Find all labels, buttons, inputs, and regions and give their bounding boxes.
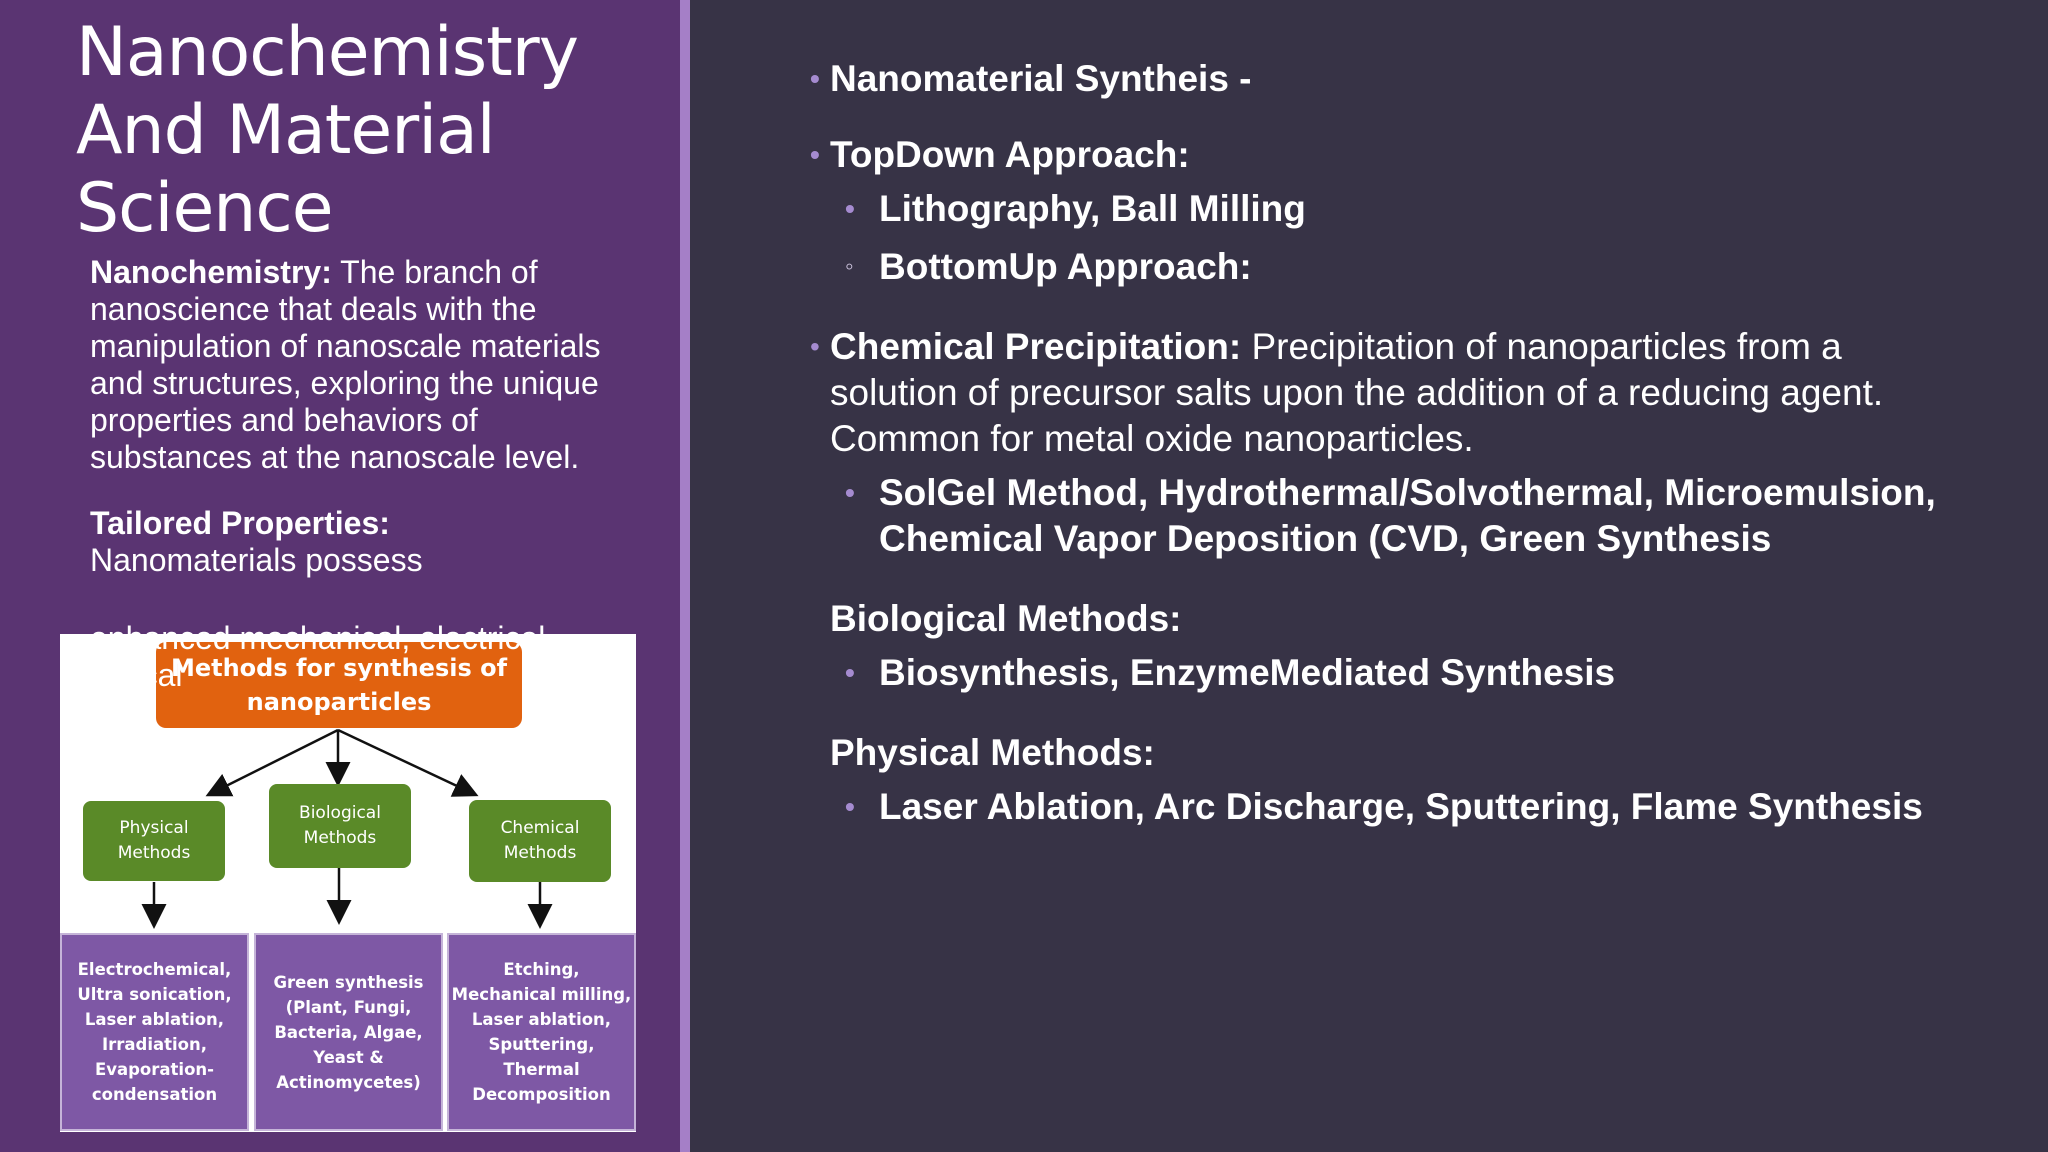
chemical-methods-node: Chemical Methods xyxy=(469,800,611,882)
definition-paragraph xyxy=(90,254,610,476)
biological-methods-node: Biological Methods xyxy=(269,784,411,868)
bullet-text: Lithography, Ball Milling xyxy=(879,188,1306,229)
bullet-icon: • xyxy=(810,139,820,170)
bullet-text: Nanomaterial Syntheis - xyxy=(830,58,1252,99)
sub-bullet-laser-ablation xyxy=(810,784,1970,830)
biological-examples-node: Green synthesis (Plant, Fungi, Bacteria, Algae, Yeast & Actinomycetes) xyxy=(254,933,443,1131)
right-content xyxy=(810,56,1970,830)
properties-term: Tailored Properties: xyxy=(90,505,390,541)
physical-examples-node: Electrochemical, Ultra sonication, Laser ablation, Irradiation, Evaporation- condensation xyxy=(60,933,249,1131)
bullet-text: SolGel Method, Hydrothermal/Solvothermal, Microemulsion, Chemical Vapor Deposition (CVD, Green Synthesis xyxy=(879,472,1936,559)
sub-bullet-solgel xyxy=(810,470,1970,562)
bullet-text: Laser Ablation, Arc Discharge, Sputtering, Flame Synthesis xyxy=(879,786,1923,827)
physical-methods-node: Physical Methods xyxy=(83,801,225,881)
bullet-icon: • xyxy=(845,477,855,508)
bullet-text: TopDown Approach: xyxy=(830,134,1190,175)
bullet-icon: • xyxy=(845,193,855,224)
overflow-line-2: optical xyxy=(90,657,183,693)
bullet-nanomaterial-synthesis xyxy=(810,56,1970,102)
bullet-topdown xyxy=(810,132,1970,178)
physical-methods-heading: Physical Methods: xyxy=(830,732,1155,773)
biological-methods-heading: Biological Methods: xyxy=(830,598,1182,639)
bullet-icon: • xyxy=(810,331,820,362)
properties-paragraph xyxy=(90,505,610,579)
chemical-examples-node: Etching, Mechanical milling, Laser ablation, Sputtering, Thermal Decomposition xyxy=(447,933,636,1131)
bullet-chemical-precipitation xyxy=(810,324,1970,462)
slide-title: Nanochemistry And Material Science xyxy=(76,13,578,248)
hollow-bullet-icon: ◦ xyxy=(845,253,854,280)
definition-text: The branch of nanoscience that deals with the manipulation of nanoscale materials and structures, exploring the unique properties and behaviors of substances at the nanoscale level. xyxy=(90,254,601,475)
sub-bullet-bottomup xyxy=(810,244,1970,290)
overflowing-text xyxy=(90,620,650,694)
overflow-line-1: enhanced mechanical, electrical xyxy=(90,620,546,656)
sub-bullet-biosynthesis xyxy=(810,650,1970,696)
synthesis-methods-diagram xyxy=(60,634,636,1132)
bullet-icon: • xyxy=(845,791,855,822)
left-text-block xyxy=(90,254,610,608)
panel-divider xyxy=(680,0,690,1152)
bullet-term: Chemical Precipitation: xyxy=(830,326,1242,367)
left-panel xyxy=(0,0,680,1152)
definition-term: Nanochemistry: xyxy=(90,254,332,290)
diagram-root-node: Methods for synthesis of nanoparticles xyxy=(156,642,522,728)
bullet-text: BottomUp Approach: xyxy=(879,246,1252,287)
bullet-icon: • xyxy=(845,657,855,688)
bullet-text: Precipitation of nanoparticles from a solution of precursor salts upon the addition of a reducing agent. Common for metal oxide nanoparticles. xyxy=(830,326,1884,459)
properties-text: Nanomaterials possess xyxy=(90,542,423,578)
bullet-text: Biosynthesis, EnzymeMediated Synthesis xyxy=(879,652,1616,693)
sub-bullet-lithography xyxy=(810,186,1970,232)
bullet-icon: • xyxy=(810,63,820,94)
